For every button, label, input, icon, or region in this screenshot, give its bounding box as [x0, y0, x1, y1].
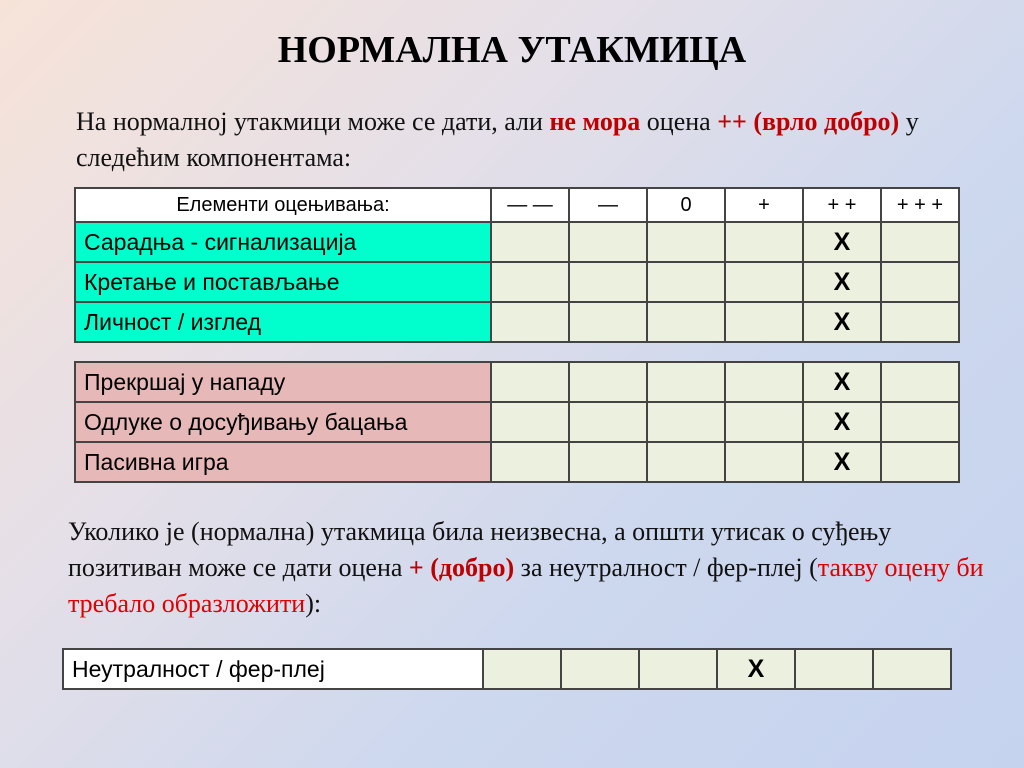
outro-text-3: ):	[305, 589, 322, 618]
grade-cell	[569, 222, 647, 262]
grade-cell	[647, 262, 725, 302]
evaluation-table-3	[62, 648, 952, 690]
grade-cell: X	[803, 402, 881, 442]
grade-cell	[725, 222, 803, 262]
row-label: Пасивна игра	[75, 442, 491, 482]
table-row	[75, 402, 959, 442]
grade-cell	[491, 442, 569, 482]
outro-emphasis-explain: такву оцену би требало образложити	[68, 553, 984, 618]
grade-cell	[795, 649, 873, 689]
grade-cell	[881, 362, 959, 402]
intro-text-1: На нормалној утакмици може се дати, али	[76, 107, 550, 136]
row-label: Одлуке о досуђивању бацања	[75, 402, 491, 442]
intro-emphasis-grade: ++ (врло добро)	[717, 107, 900, 136]
grade-cell	[647, 442, 725, 482]
evaluation-table-1	[74, 187, 960, 343]
grade-cell	[483, 649, 561, 689]
grade-cell	[881, 302, 959, 342]
header-col-plus: +	[725, 188, 803, 222]
header-col-plus-plus-plus: + + +	[881, 188, 959, 222]
grade-cell	[647, 222, 725, 262]
grade-cell	[873, 649, 951, 689]
grade-cell	[569, 262, 647, 302]
evaluation-table-2	[74, 361, 960, 483]
grade-cell	[725, 442, 803, 482]
table-row	[63, 649, 951, 689]
table-row	[75, 222, 959, 262]
page-title: НОРМАЛНА УТАКМИЦА	[277, 29, 747, 71]
outro-text-1: Уколико је (нормална) утакмица била неизвесна, а општи утисак о суђењу позитиван може се дати оцена	[68, 517, 892, 582]
intro-text-2: оцена	[640, 107, 718, 136]
grade-cell: X	[803, 222, 881, 262]
grade-cell	[881, 222, 959, 262]
grade-cell	[881, 442, 959, 482]
table-row	[75, 442, 959, 482]
grade-cell	[647, 302, 725, 342]
outro-paragraph	[68, 514, 988, 622]
header-col-zero: 0	[647, 188, 725, 222]
grade-cell	[491, 402, 569, 442]
grade-cell: X	[803, 262, 881, 302]
grade-cell	[491, 222, 569, 262]
grade-cell	[881, 262, 959, 302]
table-row	[75, 362, 959, 402]
grade-cell	[725, 402, 803, 442]
header-col-plus-plus: + +	[803, 188, 881, 222]
grade-cell	[725, 362, 803, 402]
grade-cell	[647, 402, 725, 442]
grade-cell	[569, 442, 647, 482]
grade-cell	[491, 262, 569, 302]
row-label: Личност / изглед	[75, 302, 491, 342]
grade-cell	[569, 402, 647, 442]
grade-cell	[569, 362, 647, 402]
intro-emphasis-not-required: не мора	[549, 107, 641, 136]
outro-text-2: за неутралност / фер-плеј (	[514, 553, 818, 582]
table-row	[75, 302, 959, 342]
header-col-minus: —	[569, 188, 647, 222]
grade-cell	[725, 262, 803, 302]
grade-cell	[881, 402, 959, 442]
grade-cell: X	[803, 302, 881, 342]
header-elements: Елементи оцењивања:	[75, 188, 491, 222]
table-header-row	[75, 188, 959, 222]
grade-cell	[491, 302, 569, 342]
row-label: Прекршај у нападу	[75, 362, 491, 402]
row-label: Неутралност / фер-плеј	[63, 649, 483, 689]
row-label: Кретање и постављање	[75, 262, 491, 302]
intro-paragraph	[76, 104, 976, 176]
row-label: Сарадња - сигнализација	[75, 222, 491, 262]
header-col-minus-minus: — —	[491, 188, 569, 222]
grade-cell	[569, 302, 647, 342]
grade-cell: X	[717, 649, 795, 689]
grade-cell: X	[803, 442, 881, 482]
grade-cell	[639, 649, 717, 689]
grade-cell	[647, 362, 725, 402]
grade-cell	[561, 649, 639, 689]
grade-cell: X	[803, 362, 881, 402]
outro-emphasis-grade: + (добро)	[408, 553, 515, 582]
table-row	[75, 262, 959, 302]
intro-text-3: у следећим компонентама:	[76, 107, 919, 172]
grade-cell	[725, 302, 803, 342]
grade-cell	[491, 362, 569, 402]
